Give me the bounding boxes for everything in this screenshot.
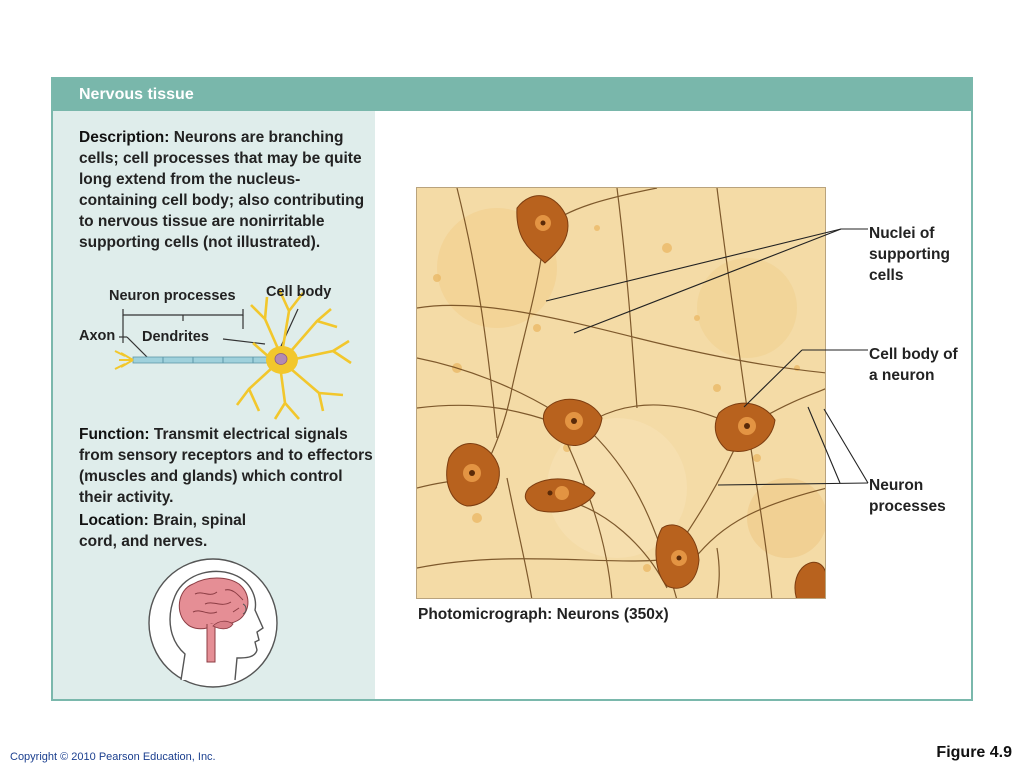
function-text: Transmit electrical signals from sensory receptors and to effectors (muscles and glands) which control their activity. xyxy=(79,426,373,506)
photo-caption xyxy=(418,606,669,624)
label-cell-body: Cell body xyxy=(266,284,332,300)
description-text: Neurons are branching cells; cell processes that may be quite long extend from the nucleus-containing cell body; also contributing to nervous tissue are nonirritable supporting cells (not illustrated). xyxy=(79,129,365,251)
head-brain-illustration xyxy=(147,554,279,692)
description-label: Description: xyxy=(79,129,170,146)
photo-leader-lines xyxy=(416,187,876,599)
label-neuron-processes: Neuron processes xyxy=(109,288,236,304)
label-dendrites: Dendrites xyxy=(142,329,209,345)
location-text: Brain, spinal cord, and nerves. xyxy=(79,512,247,550)
callout-cell-body-of-neuron: Cell body of a neuron xyxy=(869,346,958,384)
diagram-nucleus xyxy=(275,354,287,365)
panel-title: Nervous tissue xyxy=(79,86,194,103)
figure-number: Figure 4.9 xyxy=(936,744,1012,761)
function-label: Function: xyxy=(79,426,150,443)
description-paragraph xyxy=(79,127,369,253)
spinal-cord xyxy=(207,624,215,662)
caption-text: Neurons (350x) xyxy=(556,606,669,623)
copyright-notice: Copyright © 2010 Pearson Education, Inc. xyxy=(10,751,216,763)
callout-nuclei-supporting-cells: Nuclei of supporting cells xyxy=(869,225,950,284)
function-paragraph xyxy=(79,424,379,508)
location-paragraph xyxy=(79,510,279,552)
location-label: Location: xyxy=(79,512,149,529)
caption-label: Photomicrograph: xyxy=(418,606,553,623)
callout-neuron-processes: Neuron processes xyxy=(869,477,946,515)
panel-header xyxy=(53,79,971,111)
axon xyxy=(115,351,269,369)
tissue-panel xyxy=(51,77,973,701)
label-axon: Axon xyxy=(79,328,116,344)
